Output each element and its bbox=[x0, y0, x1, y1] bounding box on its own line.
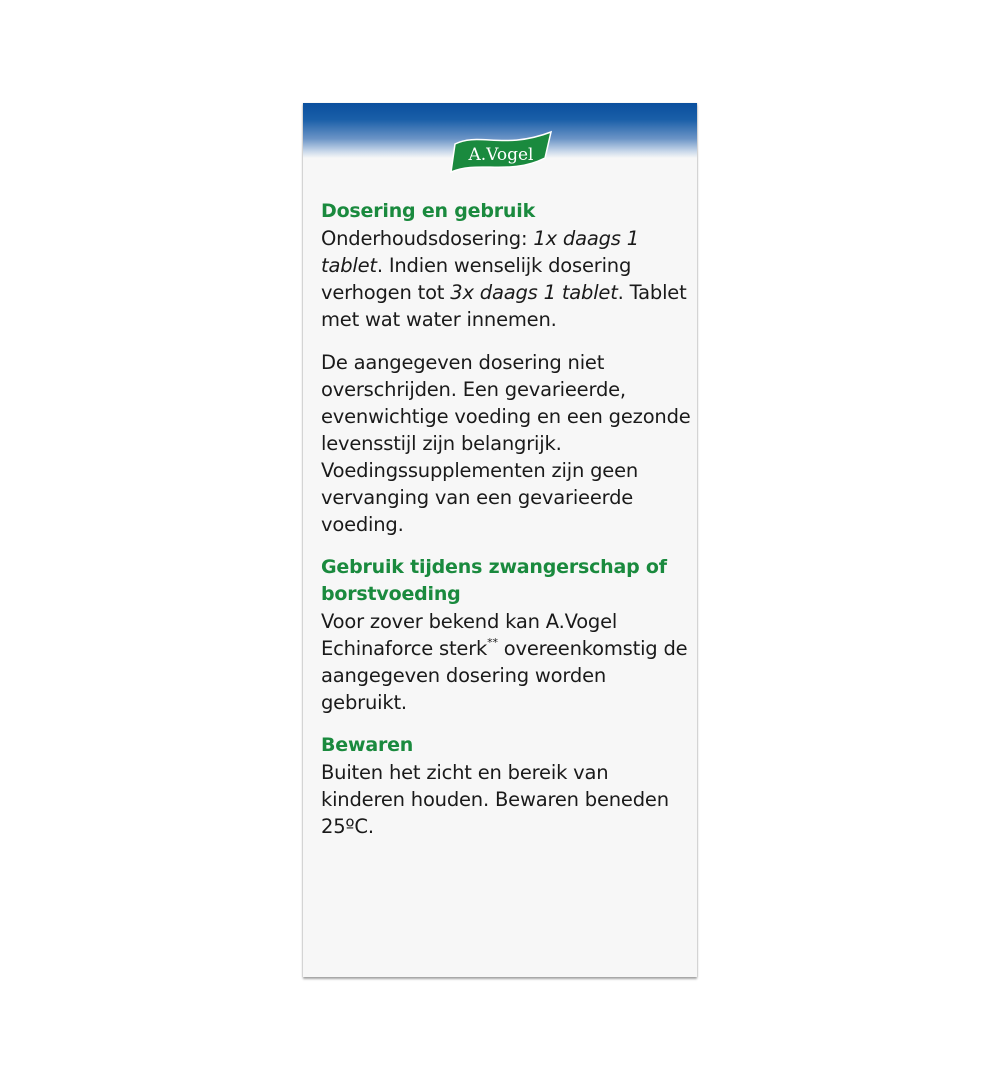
section-body bbox=[321, 225, 691, 333]
svg-text:A.Vogel: A.Vogel bbox=[468, 145, 534, 165]
body-text: Voor zover bekend kan A.Vogel Echinaforce sterk bbox=[321, 610, 618, 660]
section-dosage bbox=[321, 198, 691, 333]
leaf-logo-icon bbox=[449, 130, 553, 174]
section-body: Buiten het zicht en bereik van kinderen houden. Bewaren beneden 25ºC. bbox=[321, 761, 669, 838]
section-heading: Dosering en gebruik bbox=[321, 200, 536, 222]
section-heading: Gebruik tijdens zwangerschap of borstvoeding bbox=[321, 556, 667, 605]
section-heading: Bewaren bbox=[321, 734, 414, 756]
section-body: De aangegeven dosering niet overschrijden. Een gevarieerde, evenwichtige voeding en een gezonde levensstijl zijn belangrijk. Voedingssupplementen zijn geen vervanging van een gevarieerde voeding. bbox=[321, 351, 691, 536]
section-body bbox=[321, 608, 691, 716]
body-text: Onderhoudsdosering: bbox=[321, 227, 534, 250]
section-storage bbox=[321, 732, 691, 840]
product-leaflet-panel bbox=[303, 103, 697, 977]
body-text-italic: 1x daags 1 tablet bbox=[321, 227, 639, 277]
body-text: . Indien wenselijk dosering verhogen tot bbox=[321, 254, 632, 304]
body-text: overeenkomstig de aangegeven dosering worden gebruikt. bbox=[321, 637, 688, 714]
body-text: . Tablet met wat water innemen. bbox=[321, 281, 687, 331]
body-text-italic: 3x daags 1 tablet bbox=[450, 281, 618, 304]
avogel-logo bbox=[449, 130, 553, 174]
section-warning bbox=[321, 349, 691, 538]
section-pregnancy bbox=[321, 554, 691, 716]
footnote-marker: ** bbox=[487, 636, 498, 649]
leaflet-content bbox=[321, 198, 691, 856]
